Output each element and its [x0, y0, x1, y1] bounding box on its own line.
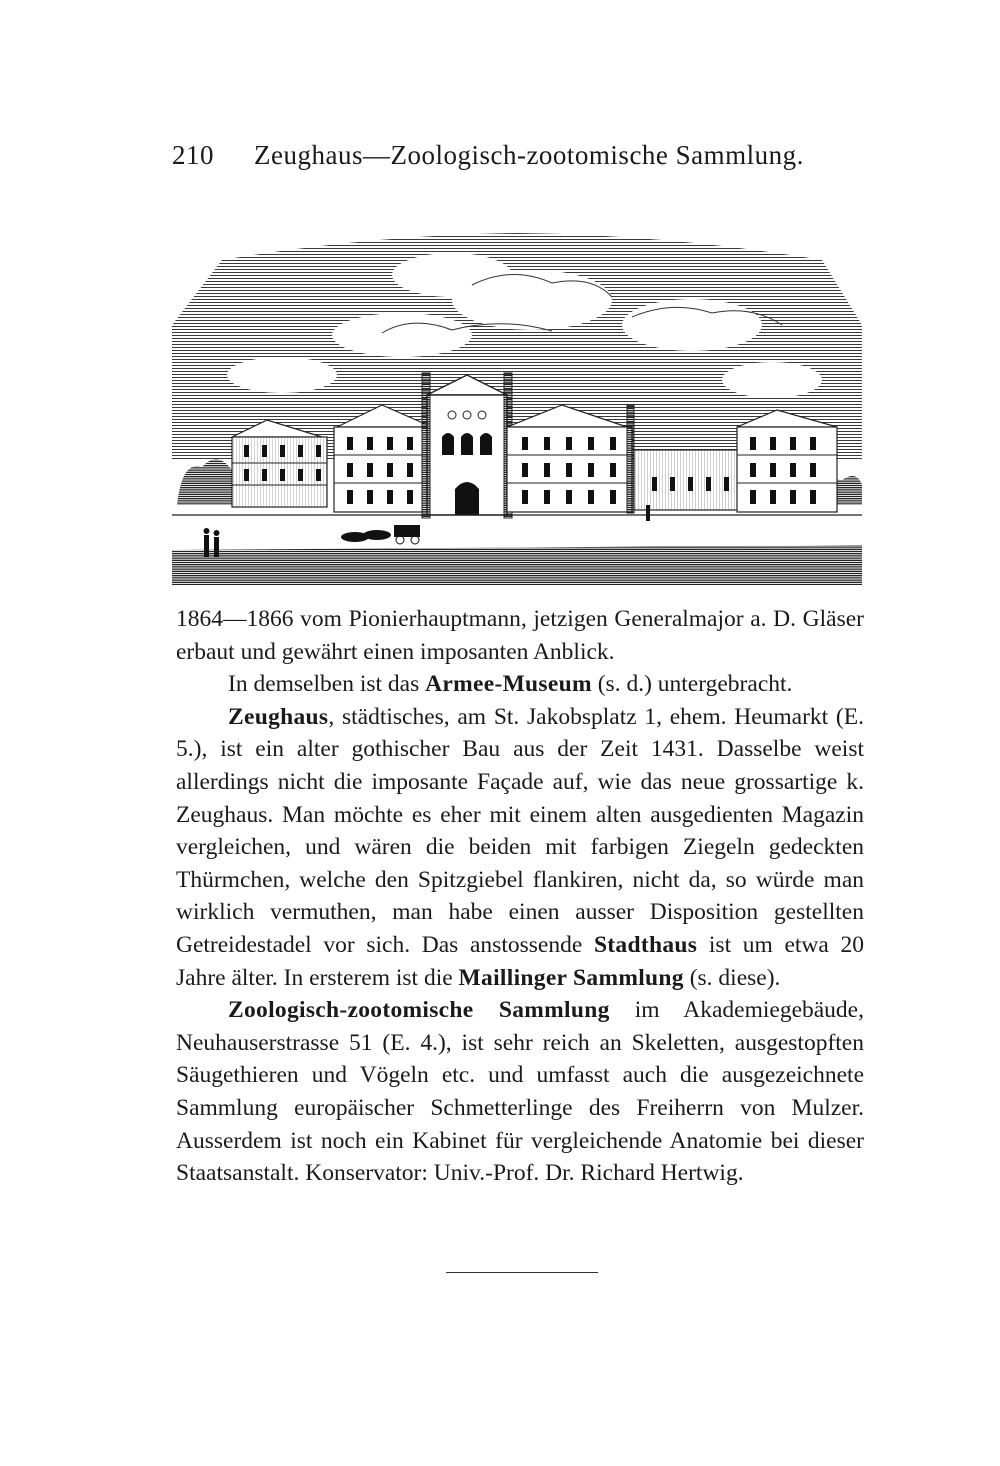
running-title: Zeughaus—Zoologisch-zootomische Sammlung. [254, 140, 804, 170]
running-head [172, 140, 804, 171]
cloud [722, 362, 822, 398]
term-zoologisch-zootomische-sammlung: Zoologisch-zootomische Sammlung [228, 997, 610, 1024]
term-zeughaus: Zeughaus [228, 703, 329, 730]
carriage [341, 525, 420, 544]
paragraph-armee-museum: In demselben ist das Armee-Museum (s. d.) untergebracht. [228, 671, 793, 698]
cloud [227, 357, 337, 393]
paragraph-zeughaus: Zeughaus, städtisches, am St. Jakobsplatz 1, ehem. Heumarkt (E. 5.), ist ein alter gothischer Bau aus der Zeit 1431. Dasselbe weist allerdings nicht die imposante Façade auf, wie das neue grossartige k. Zeughaus. Man möchte es eher mit einem alten ausgedienten Magazin vergleichen, und wären die beiden mit farbigen Ziegeln gedeckten Thürmchen, welche den Spitzgiebel flankiren, nicht da, so würde man wirklich vermuthen, man habe einen ausser Disposition gestellten Getreidestadel vor sich. Das anstossende Stadthaus ist um etwa 20 Jahre älter. In ersterem ist die Maillinger Sammlung (s. diese). [176, 703, 864, 991]
central-tower [422, 373, 512, 518]
section-end-rule [446, 1272, 598, 1273]
term-armee-museum: Armee-Museum [425, 671, 592, 698]
main-portal [455, 482, 479, 515]
paragraph-construction: 1864—1866 vom Pionierhauptmann, jetzigen Generalmajor a. D. Gläser erbaut und gewährt einen imposanten Anblick. [176, 606, 864, 665]
trees-left [177, 459, 232, 505]
term-stadthaus: Stadthaus [593, 931, 698, 958]
foreground-ground [172, 545, 862, 585]
zeughaus-engraving [172, 205, 862, 585]
term-maillinger-sammlung: Maillinger Sammlung [458, 964, 684, 991]
cloud [622, 299, 762, 351]
cloud [332, 313, 472, 357]
page-number: 210 [172, 140, 214, 170]
cloud [452, 270, 612, 330]
body-text [176, 603, 864, 1190]
paragraph-zoologische-sammlung: Zoologisch-zootomische Sammlung im Akademiegebäude, Neuhauserstrasse 51 (E. 4.), ist sehr reich an Skeletten, ausgestopften Säugethieren und Vögeln etc. und umfasst auch die ausgezeichnete Sammlung europäischer Schmetterlinge des Freiherrn von Mulzer. Ausserdem ist noch ein Kabinet für vergleichende Anatomie bei dieser Staatsanstalt. Konservator: Univ.-Prof. Dr. Richard Hertwig. [176, 997, 864, 1187]
